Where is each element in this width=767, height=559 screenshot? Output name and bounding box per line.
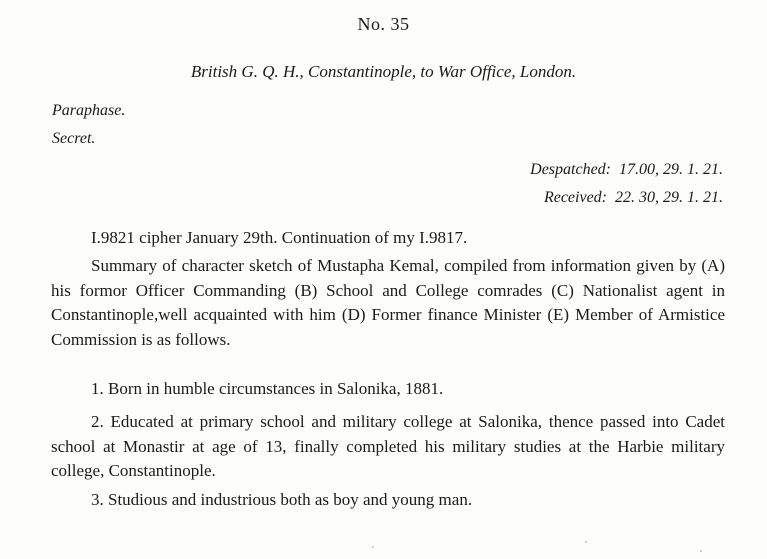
received-label: Received: [543,189,607,206]
message-route: British G. Q. H., Constantinople, to War Office, London. [190,62,577,81]
list-item [51,488,725,513]
received-value: 22. 30, 29. 1. 21. [615,189,723,206]
document-number: No. 35 [357,14,410,34]
list-item [51,410,725,484]
despatched-line [530,161,723,179]
paraphrase-marking: Paraphase. [52,102,126,119]
item-2-text: 2. Educated at primary school and military college at Salonika, thence passed into Cadet school at Monastir at age of 13, finally completed his military studies at the Harbie military college, Constantinople. [51,412,725,480]
received-line [544,189,723,207]
summary-text: Summary of character sketch of Mustapha Kemal, compiled from information given by (A) his formor Officer Commanding (B) School and College comrades (C) Nationalist agent in Constantinople,well acquainted with him (D) Former finance Minister (E) Member of Armistice Commission is as follows. [51,256,725,349]
list-item [51,377,725,402]
scan-speck [372,546,374,548]
item-1-text: 1. Born in humble circumstances in Salonika, 1881. [91,379,444,398]
cipher-line: I.9821 cipher January 29th. Continuation of my I.9817. [91,228,468,247]
item-3-text: 3. Studious and industrious both as boy and young man. [91,490,473,509]
summary-paragraph [51,254,725,352]
classification-marking: Secret. [52,130,96,147]
cipher-paragraph [51,226,725,251]
despatched-value: 17.00, 29. 1. 21. [619,161,723,178]
scan-speck [585,541,587,543]
despatched-label: Despatched: [530,161,611,178]
scan-speck [700,550,702,552]
